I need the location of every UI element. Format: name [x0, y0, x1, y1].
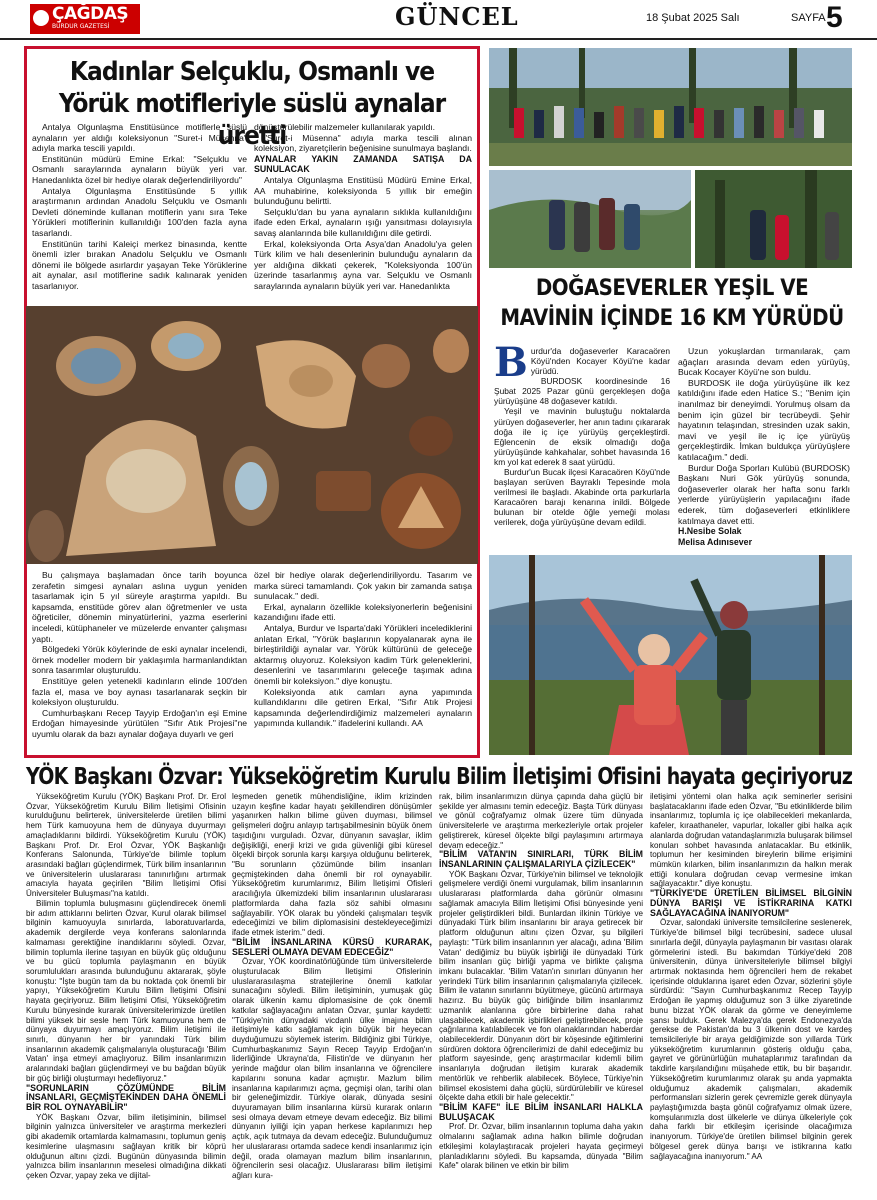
- article-mirrors-col2-bottom: [254, 570, 472, 752]
- paragraph: BURDOSK ile doğa yürüyüşüne ilk kez katıldığını ifade eden Hatice S.; "Benim için inanılmaz bir deneyimdi. Yorulmuş olsam da benim için güzel bir tecrübeydi. Şehir hayatının telaşından, stresinden uzak sakin, mavi ve yeşil ile iç içe yürüyüş gerçekleştirdik. İmkan buldukça yürüyüşlere katılacağım." dedi.: [678, 377, 850, 462]
- mirrors-photo: [26, 306, 478, 564]
- paragraph: Özvar, salondaki üniversite temsilcilerine seslenerek, Türkiye'de bilimsel bilgi tecrübesini, sadece ulusal sınırlarla değil, dünyayla paylaşmanın bir vasıtası olarak görmelerini istedi. Bu bakımdan Türkiye'deki 208 üniversitenin, dünya üniversiteleriyle bilimsel bilgiyi artırmak noktasında hem öğrencileri hem de rekabet içerisinde olduklarına işaret eden Özvar, sözlerini şöyle sürdürdü: "Sayın Cumhurbaşkanımız Recep Tayyip Erdoğan ile yapmış olduğumuz son 3 ülke ziyaretinde bunu bizzat YÖK olarak da görme ve deneyimleme şansı bulduk. Gerek Malezya'da gerek Endonezya'da gerekse de Pakistan'da bu 3 ülkenin dost ve kardeş temsilcileriyle bir araya geldiğimizde son yıllarda Türk yükseköğretim kurumlarının gösteriş olduğu çaba, gayret ve görünürlüğün muhataplarımız tarafından da takdirle karşılandığını müşahede ettik, bu bir başarıdır. Yükseköğretim kurumlarımız olarak şu anda yapmakta olduğumuz akademik çalışmaları, akademik performansları sizlerin gerek çevremizle gerek dünyayla paylaştığımızda başta gönül coğrafyamız olmak üzere, komşularımızla dost ülkelerle ve dünya ülkeleriyle çok daha farklı bir etkileşim içerisinde olacağımıza inanıyorum. Türkiye'de üretilen bilimsel bilginin gerek bölgesel gerek dünya barışı ve istikrarına katkı sağlayacağına inanıyorum." AA: [650, 918, 852, 1161]
- article-mirrors-col1-bottom: [32, 570, 247, 752]
- article-mirrors-headline: Kadınlar Selçuklu, Osmanlı ve Yörük motifleriyle süslü aynalar üretti: [58, 57, 446, 151]
- article-yok-col4: [650, 792, 852, 1196]
- paragraph: Uzun yokuşlardan tırmanılarak, çam ağaçları arasında devam eden yürüyüş, Bucak Kocayer Köyü'ne son buldu.: [678, 346, 850, 378]
- hikers-group-photo: [489, 48, 852, 166]
- article-subhead: AYNALAR YAKIN ZAMANDA SATIŞA DA SUNULACAK: [254, 153, 472, 175]
- page-number: 5: [826, 1, 843, 34]
- paragraph: Prof. Dr. Özvar, bilim insanlarının topluma daha yakın olmalarını sağlamak adına halkın bilimle doğrudan etkileşimi kolaylaştıracak projeleri hayata geçirmeyi planladıklarını söyledi. Bu kapsamda, dünyada "Bilim Kafe" olarak bilinen ve etkin bir bilim: [439, 1122, 643, 1171]
- byline-author-1: H.Nesibe Solak: [678, 526, 742, 537]
- hikers-lake-photo: [489, 555, 852, 755]
- paragraph: özel bir hediye olarak değerlendiriliyordu. Tasarım ve marka süreci tamamlandı. Çok yakın bir zamanda satışa sunulacak." dedi.: [254, 570, 472, 602]
- paragraph: Enstitünün müdürü Emine Erkal: "Selçuklu ve Osmanlı saraylarında aynaların büyük yeri var. Hanedanlıkta özel bir hediye olarak değerlendiriliyordu": [32, 153, 247, 185]
- paragraph: Burdur Doğa Sporları Kulübü (BURDOSK) Başkanı Nuri Gök yürüyüş sonunda, doğaseverler olarak her hafta sonu farklı yerlerde yürüyüşlerin yapılacağını ifade ederek, tüm doğaseverleri etkinliklere katılmaya davet etti.: [678, 462, 850, 526]
- paragraph: iletişimi yöntemi olan halka açık seminerler serisini başlatacaklarını ifade eden Özvar, "Bu etkinliklerde bilim insanlarımız, toplumla iç içe olabilecekleri mekanlarda, kafeler, kıraathaneler, vapurlar, lokaller gibi halka açık alanlarda doğrudan vatandaşlarımızla buluşarak bilimsel konuları sohbet havasında anlatacaklar. Bu etkinlik, toplumun her kesiminden bireylerin bilime erişimini mümkün kılarken, bilim insanlarımızın da halkın merak ettiği konulara doğrudan cevap vermesine imkan sağlayacaktır." diye konuştu.: [650, 792, 852, 889]
- paragraph: Enstitüye gelen yetenekli kadınların elinde 100'den fazla el, masa ve boy aynası tasarlanarak seçkin bir koleksiyon oluşturuldu.: [32, 675, 247, 708]
- article-hikers-col2: [678, 346, 850, 550]
- paragraph: Yükseköğretim Kurulu (YÖK) Başkanı Prof. Dr. Erol Özvar, Yükseköğretim Kurulu Bilim İletişimi Ofisinin kurulduğunu belirterek, üniversitelerde üretilen bilimi hem Türk kamuoyuna hem de dünyaya duyurmayı amaçladıklarını bildirdi. Yükseköğretim Kurulu (YÖK) Başkanı Prof. Dr. Erol Özvar, YÖK Başkanlığı Konferans Salonunda, Türkiye'de bilimle toplum arasındaki bağları güçlendirmek, Türk bilim insanlarının ve üniversitelerin uluslararası tanınırlığını artırmak amacıyla hayata geçirilen "Bilim İletişimi Ofisi Üniversiteler Buluşması"na katıldı.: [26, 792, 226, 899]
- paragraph: rak, bilim insanlarımızın dünya çapında daha güçlü bir şekilde yer almasını temin edeceğiz. Başta Türk dünyası ve gönül coğrafyamız olmak üzere tüm dünyada üniversitelerle ve araştırma merkezleriyle ortak projeler geliştirerek, küresel ölçekte bilgi paylaşımını artırmaya devam edeceğiz.": [439, 792, 643, 850]
- paragraph: urdur'da doğaseverler Karacaören Köyü'nden Kocayer Köyü'ne kadar yürüdü.: [530, 346, 670, 377]
- paragraph: Antalya Olgunlaşma Enstitüsü Müdürü Emine Erkal, AA muhabirine, koleksiyonda 5 yıllık bir emeğin bulunduğunu belirtti.: [254, 174, 472, 207]
- logo-subtitle: BURDUR GAZETESİ: [52, 23, 110, 30]
- paragraph: Selçuklu'dan bu yana aynaların sıklıkla kullanıldığını ifade eden Erkal, aynaların ışığı yansıtması dolayısıyla savaş alanlarında bile kullanıldığını dile getirdi.: [254, 206, 472, 238]
- issue-date: 18 Şubat 2025 Salı: [646, 12, 740, 24]
- hikers-right-illustration: [695, 170, 852, 268]
- paragraph: YÖK Başkanı Özvar, bilim iletişiminin, bilimsel bilginin yalnızca üniversiteler ve araştırma merkezleri gibi akademik ortamlarda kalmamasını, toplumun geniş kesimlerine ulaşmasını sağlayan kritik bir köprü olduğunun altını çizdi. Bugünün dünyasında bilimin yalnızca bilim insanlarının meselesi olmadığına dikkati çeken Özvar, yapay zeka ve dijital-: [26, 1112, 226, 1181]
- article-yok-col2: [232, 792, 432, 1196]
- paragraph: Enstitünün tarihi Kaleiçi merkez binasında, kentte önemli izler bırakan Anadolu Selçuklu ve Osmanlı dönemi ile bölgede asırlardır yaşayan Teke Yörüklerine ait aynalar, asıl motiflerine sadık kalınarak yeniden tasarlanıyor.: [32, 238, 247, 291]
- article-hikers-headline: DOĞASEVERLER YEŞİL VE MAVİNİN İÇİNDE 16 KM YÜRÜDÜ: [500, 276, 844, 331]
- byline-author-2: Melisa Adınısever: [678, 537, 752, 548]
- article-yok-col1: [26, 792, 226, 1196]
- paragraph: leşmeden genetik mühendisliğine, iklim krizinden uzayın keşfine kadar hayatı şekillendiren dönüşümler yaşanırken halkın bilime güven duyması, bilimsel gelişmeleri doğru anlayıp tartışabilmesinin büyük önem taşıdığını vurguladı. Özvar, dünyanın savaşlar, iklim değişikliği, enerji krizi ve gıda güvenliği gibi küresel ölçekli birçok sorunla karşı karşıya olduğunu belirterek, "Bu sorunların çözümünde bilim insanları geçmiştekinden daha önemli bir rol oynayabilir. Yükseköğretim kurumlarımız, Bilim İletişimi Ofisleri aracılığıyla ülkemizdeki bilim insanlarının uluslararası platformlarda daha fazla söz sahibi olmasını sağlayabilir. YÖK olarak bu yöndeki çalışmaları teşvik edeceğimizi ve bilim diplomasisini destekleyeceğimizi ifade etmek isterim." dedi.: [232, 792, 432, 938]
- paragraph: Yeşil ve mavinin buluştuğu noktalarda yürüyen doğaseverler, her anın tadını çıkararak doğa ile iç içe yürüyüş gerçekleştirdi. Eğlencenin de eksik olmadığı doğa yürüyüşünde kahkahalar, sohbet havasında 16 km yol kat ederek 8 saat yürüdü.: [494, 406, 670, 467]
- article-yok-col3: [439, 792, 643, 1196]
- hikers-group-illustration: [489, 48, 852, 166]
- hikers-left-illustration: [489, 170, 691, 268]
- section-title: GÜNCEL: [395, 2, 519, 31]
- hikers-lake-illustration: [489, 555, 852, 755]
- paragraph: Antalya Olgunlaşma Enstitüsünce motiflerle süslü aynaların yer aldığı koleksiyonun "Suret-i Müsenna" adıyla marka tescili yapıldı.: [32, 122, 247, 154]
- article-subhead: "SORUNLARIN ÇÖZÜMÜNDE BİLİM İNSANLARI, GEÇMİŞTEKİNDEN DAHA ÖNEMLİ BİR ROL OYNAYABİLİR": [26, 1082, 226, 1112]
- paragraph: Cumhurbaşkanı Recep Tayyip Erdoğan'ın eşi Emine Erdoğan himayesinde yürütülen "Sıfır Atık Projesi"ne uyumlu olarak da bazı aynalar doğaya duyarlı ve geri: [32, 707, 247, 739]
- paragraph: Bölgedeki Yörük köylerinde de eski aynalar incelendi, örnek modeller modern bir yaklaşımla harmanlandıktan sonra tasarımlar oluşturuldu.: [32, 644, 247, 676]
- paragraph: Erkal, aynaların özellikle koleksiyonerlerin beğenisini kazandığını ifade etti.: [254, 601, 472, 623]
- paragraph: BURDOSK koordinesinde 16 Şubat 2025 Pazar günü gerçekleşen doğa yürüyüşüne 48 doğasever katıldı.: [494, 376, 670, 407]
- article-mirrors-col2-top: [254, 122, 472, 302]
- mirrors-illustration: [26, 306, 478, 564]
- hikers-photo-right: [695, 170, 852, 268]
- paragraph: Antalya Olgunlaşma Enstitüsünde 5 yıllık araştırmanın ardından Anadolu Selçuklu ve Osmanlı Devleti döneminde kullanan motiflerin yanı sıra Teke Yörükleri motiflerinin kullanıldığı 100'den fazla ayna tasarlandı.: [32, 185, 247, 238]
- article-subhead: "BİLİM İNSANLARINA KÜRSÜ KURARAK, SESLERİ OLMAYA DEVAM EDECEĞİZ": [232, 936, 432, 957]
- paragraph: Erkal, koleksiyonda Orta Asya'dan Anadolu'ya gelen Türk kilim ve halı desenlerinin bulunduğu aynaların da yer aldığına dikkati çekerek, "Koleksiyonda 100'ün üzerinde tasarlanmış ayna var. Selçuklu ve Osmanlı saraylarında aynaların büyük yeri var. Hanedanlıkta: [254, 238, 472, 291]
- article-subhead: "BİLİM KAFE" İLE BİLİM İNSANLARI HALKLA BULUŞACAK: [439, 1102, 643, 1122]
- logo-emblem-icon: [33, 10, 49, 26]
- paragraph: YÖK Başkanı Özvar, Türkiye'nin bilimsel ve teknolojik gelişmelere verdiği önemi vurgulamak, bilim insanlarının uluslararası platformlarda daha görünür olmasını sağlamak amacıyla Bilim İletişimi Ofisi bünyesinde yeni projeler geliştirdikleri bildi. Bunlardan ilkinin Türkiye ve dünyadaki Türk bilim insanlarını bir araya getirecek bir platform olduğunun altını çizen Özvar, şu bilgileri paylaştı: "Türk bilim insanlarının yer alacağı, adına 'Bilim Vatan' dediğimiz bu büyük işbirliği ile dünyadaki Türk bilim insanları güç birliği yapma ve birlikte çalışma imkanı bulacaklar. 'Bilim Vatan'ın sınırları dünyanın her yerindeki Türk bilim insanlarının çalışmalarıyla çizilecek. Bilim ile vatanın sınırlarını büyütmeye, gücünü artırmaya hazırız. Bu büyük güç birliğinde bilim insanlarımız uzmanlık alanlarına göre birbirlerine daha rahat ulaşabilecek, akademik işbirlikleri geliştirebilecek, proje çağrılarına katılabilecek ve fon olanaklarından haberdar olabileceklerdir. Dünyanın dört bir köşesinde eğitimlerini sürdüren doktora öğrencilerimizi de dahil edeceğimiz bu platform sayesinde, genç araştırmacılar kıdemli bilim insanlarıyla doğrudan iletişim kurarak akademik mentörlük ve rehberlik alabilecek. Böylece, Türkiye'nin bilimsel ekosistemi daha güçlü, sürdürülebilir ve küresel ölçekte daha etkili bir hale gelecektir.": [439, 869, 643, 1103]
- paragraph: Koleksiyonda atık camları ayna yapımında kullandıklarını dile getiren Erkal, "Sıfır Atık Projesi kapsamında değerlendirdiğimiz malzemeleri aynaların yapımında kullandık." ifadelerini kullandı. AA: [254, 686, 472, 729]
- page-header: [0, 0, 877, 40]
- article-hikers-col1: [494, 346, 670, 550]
- paragraph: Bu çalışmaya başlamadan önce tarih boyunca zerafetin simgesi aynaları aslına uygun yeniden tasarlamak için 5 yıl süreyle araştırma yapıldı. Bu kapsamda, enstitüde görev alan öğretmenler ve usta öğreticiler, dönemin minyatürlerini, yazma eserlerini inceledi, kütüphaneler ve müzelerde envanter çalışması yaptı.: [32, 570, 247, 644]
- article-subhead: "TÜRKİYE'DE ÜRETİLEN BİLİMSEL BİLGİNİN DÜNYA BARIŞI VE İSTİKRARINA KATKI SAĞLAYACAĞINA İNANIYORUM": [650, 888, 852, 918]
- paragraph: dönüştürülebilir malzemeler kullanılarak yapıldı.: [254, 122, 436, 132]
- page-label: SAYFA: [791, 12, 826, 24]
- paragraph: "Suret-i Müsenna" adıyla marka tescili alınan koleksiyon, ziyaretçilerin beğenisine sunulmaya başlandı.: [254, 132, 472, 154]
- paragraph: Burdur'un Bucak ilçesi Karacaören Köyü'nde başlayan serüven Bayraklı Tepesinde mola verilmesi ile başladı. Akabinde orta parkurlarla Karacaören barajı kenarına inildi. Bölgede bulunan bir otelde öğle yemeği molası verilerek, doğa yürüyüşüne devam edildi.: [494, 466, 670, 528]
- hikers-photo-left: [489, 170, 691, 268]
- logo-text: ÇAĞDAŞ: [52, 4, 129, 24]
- article-mirrors-col1-top: [32, 122, 247, 302]
- dropcap: B: [494, 346, 528, 386]
- article-subhead: "BİLİM VATAN'IN SINIRLARI, TÜRK BİLİM İNSANLARININ ÇALIŞMALARIYLA ÇİZİLECEK": [439, 849, 643, 870]
- paragraph: Özvar, YÖK koordinatörlüğünde tüm üniversitelerde oluşturulacak Bilim İletişimi Ofislerinin uluslararasılaşma stratejilerine önemli katkılar sunacağını söyledi. Bilim iletişiminin, yumuşak güç olarak ülkenin kamu diplomasisine de çok önemli katkılar sağlayacağını anlatan Özvar, şunlar kaydetti: "Türkiye'nin dünyadaki vicdanlı ülke imajına bilim iletişimiyle katkı sağlamak için büyük bir heyecan duyduğumuzu söylemek isterim. Bildiğiniz gibi Türkiye, Cumhurbaşkanımız Sayın Recep Tayyip Erdoğan'ın liderliğinde Ukrayna'da, Filistin'de ve dünyanın her yerinde mağdur olan bilim insanlarına ve öğrencilere kapılarını sonuna kadar açmıştır. Mazlum bilim insanlarına kapılarımızı açma, geçmişi olan, tarihi olan bir geleneğimizdir. Türkiye olarak, dünyada sesini duyuramayan bilim insanlarına kürsü kurarak onların sesi olmaya devam etmeye devam edeceğiz. Biz bilimi dünyanın iyiliği için yapan herkese kapılarımızı hep açtık, açık tutmaya da devam edeceğiz. Bulunduğumuz her uluslararası ortamda sadece kendi insanlarımız için değil, orada olamayan mazlum bilim insanlarının, öğrencilerin sesi olacağız. Uluslararası bilim iletişimi ağları kura-: [232, 957, 432, 1181]
- paragraph: Antalya, Burdur ve Isparta'daki Yörükleri incelediklerini anlatan Erkal, "Yörük başlarının kopyalanarak ayna ile birleştirildiği aynalar var. Yörük kültürünü de geleceğe aktarmış oluyoruz. Koleksiyon kadim Türk geleneklerini, desenlerini ve tasarımlarını geleceğe taşımak adına önemli bir koleksiyon." diye konuştu.: [254, 622, 472, 686]
- paragraph: Bilimin toplumla buluşmasını güçlendirecek önemli bir adım attıklarını belirten Özvar, Kurul olarak bilimsel bilginin kamuoyuyla sınırlarda, laboratuvarlarda, akademik dergilerde veya konferans salonlarında kalmaması gerektiğine inandıklarını söyledi. Özvar, bilimin toplumla ilerine taşıyan en büyük güç olduğunu ve bu gücü toplumla paylaşmanın en büyük sorumlulukları arasında bulunduğunu aktararak, şöyle konuştu: "İşte bugün tam da bu noktada çok önemli bir yapıyı, Yükseköğretim Kurulu Bilim İletişimi Ofisini hayata geçiriyoruz. Bilim İletişimi Ofisi, Yükseköğretim Kurulu bünyesinde kurarak üniversitelerimizde üretilen bilimi yüksek bir sesle hem Türk kamuoyuna hem de dünyaya duyurmayı amaçlıyoruz. Bilim iletişimi ile sınırlı, dünyanın her bir yanındaki Türk bilim insanlarının akademik çalışmalarıyla oluşturacağı 'Bilim Vatan' inşa etmeyi amaçlıyoruz. Bilim insanlarımızın aralarındaki bağları güçlendirmeyi ve bu bağdan büyük bir güç birliği oluşturmayı hedefliyoruz.": [26, 898, 226, 1083]
- newspaper-logo[interactable]: [30, 4, 140, 34]
- article-yok-headline: YÖK Başkanı Özvar: Yükseköğretim Kurulu Bilim İletişimi Ofisini hayata geçiriyoruz: [26, 764, 853, 790]
